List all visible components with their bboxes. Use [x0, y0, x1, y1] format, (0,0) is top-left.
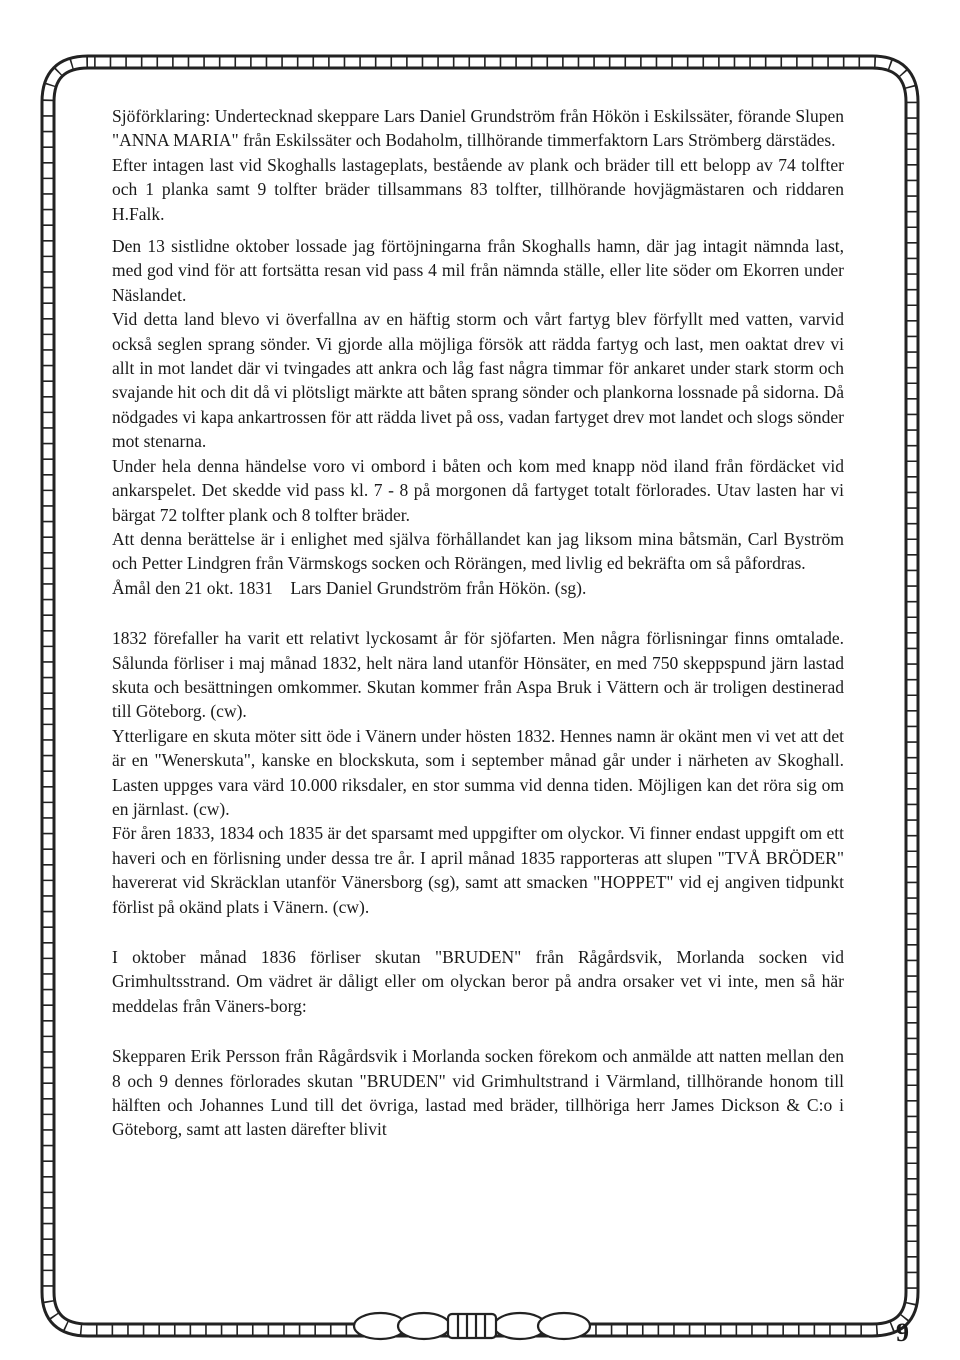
- paragraph: Skepparen Erik Persson från Rågårdsvik i Morlanda socken förekom och anmälde att natten mellan den 8 och 9 dennes förlorades skutan "BRUDEN" vid Grimhultstrand i Värmland, tillhörande honom till hälften och Johannes Lund till det övriga, lastad med bräder, tillhöriga herr James Dickson & C:o i Göteborg, samt att lasten därefter blivit: [112, 1046, 844, 1140]
- document-body: [112, 104, 844, 1142]
- page-number: 9: [896, 1318, 909, 1347]
- paragraph: För åren 1833, 1834 och 1835 är det sparsamt med uppgifter om olyckor. Vi finner endast uppgift om ett haveri och en förlisning under dessa tre år. I april månad 1835 rapporteras att slupen "TVÅ BRÖDER" havererat vid Skräcklan utanför Vänersborg (sg), samt att smacken "HOPPET" vid ej angiven tidpunkt förlist på okänd plats i Vänern. (cw).: [112, 823, 844, 917]
- signature-line: Åmål den 21 okt. 1831 Lars Daniel Grundström från Hökön. (sg).: [112, 577, 587, 598]
- paragraph: Vid detta land blevo vi överfallna av en häftig storm och vårt fartyg blev förfyllt med vatten, varvid också seglen sprang sönder. Vi gjorde alla möjliga försök att rädda fartyg och last, men oaktat drev vi allt in mot landet där vi tvingades att ankra och låg fast några timmar för ankaret under stark storm och svajande hit och dit då vi plötsligt märkte att båten sprang sönder och plankorna lossnade på sidorna. Då nödgades vi kapa ankartrossen för att rädda livet på oss, vadan fartyget drev mot landet och slogs sönder mot stenarna.: [112, 309, 844, 452]
- paragraph: Den 13 sistlidne oktober lossade jag förtöjningarna från Skoghalls hamn, där jag intagit nämnda last, med god vind för att fortsätta resan vid pass 4 mil från nämnda ställe, eller lite söder om Ekorren under Näslandet.: [112, 236, 844, 305]
- paragraph: Sjöförklaring: Undertecknad skeppare Lars Daniel Grundström från Hökön i Eskilssäter, förande Slupen "ANNA MARIA" från Eskilssäter och Bodaholm, tillhörande timmerfaktorn Lars Strömberg därstädes.: [112, 106, 844, 151]
- paragraph: 1832 förefaller ha varit ett relativt lyckosamt år för sjöfarten. Men några förlisningar finns omtalade. Sålunda förliser i maj månad 1832, helt nära land utanför Hönsäter, en med 750 skeppspund järn lastad skuta och besättningen omkommer. Skutan kommer från Aspa Bruk i Vättern och är troligen destinerad till Göteborg. (cw).: [112, 628, 844, 722]
- paragraph: I oktober månad 1836 förliser skutan "BRUDEN" från Rågårdsvik, Morlanda socken vid Grimhultsstrand. Om vädret är dåligt eller om olyckan beror på andra orsaker vet vi inte, men så här meddelas från Väners-borg:: [112, 947, 844, 1016]
- paragraph: Ytterligare en skuta möter sitt öde i Vänern under hösten 1832. Hennes namn är okänt men vi vet att det är en "Wenerskuta", kanske en blockskuta, som i september månad går under i närheten av Skoghall. Lasten uppges vara värd 10.000 riksdaler, en stor summa vid denna tiden. Möjligen kan det röra sig om en järnlast. (cw).: [112, 725, 844, 819]
- paragraph: Efter intagen last vid Skoghalls lastageplats, bestående av plank och bräder till ett belopp av 74 tolfter och 1 planka samt 9 tolfter bräder tillsammans 83 tolfter, tillhörande hovjägmästaren och riddaren H.Falk.: [112, 154, 844, 224]
- rope-knot-decoration: [354, 1313, 590, 1339]
- paragraph: Att denna berättelse är i enlighet med själva förhållandet kan jag liksom mina båtsmän, Carl Byström och Petter Lindgren från Värmskogs socken och Rörängen, med livlig ed bekräfta om så påfordras.: [112, 528, 844, 574]
- paragraph: Under hela denna händelse voro vi ombord i båten och kom med knapp nöd iland från fördäcket vid ankarspelet. Det skedde vid pass kl. 7 - 8 på morgonen då fartyget totalt förlorades. Utav lasten har vi bärgat 72 tolfter plank och 8 tolfter bräder.: [112, 455, 844, 525]
